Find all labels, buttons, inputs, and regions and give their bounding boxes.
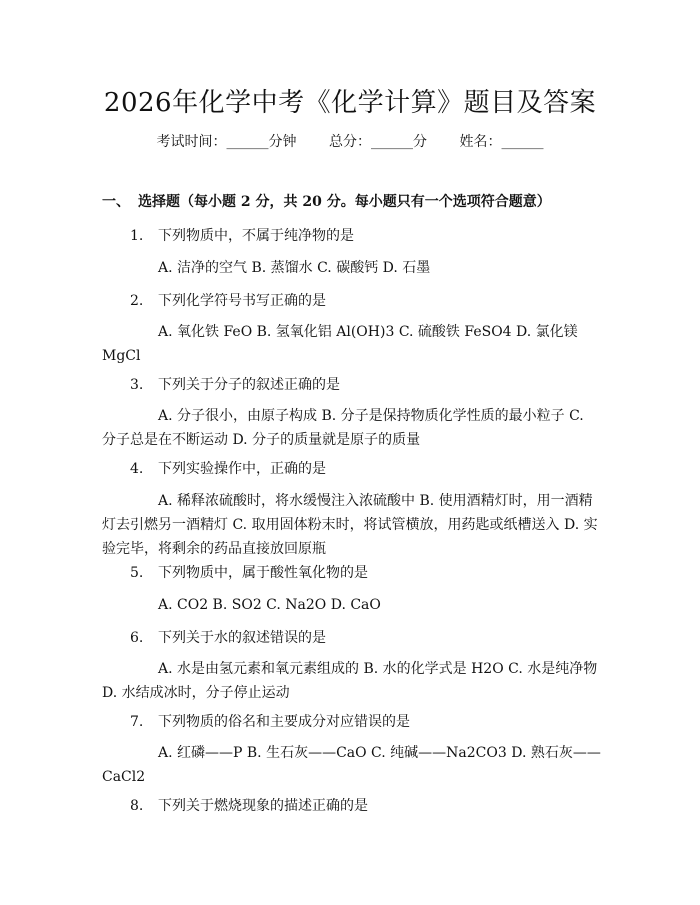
question-number: 7.	[130, 714, 144, 730]
question-text: 下列物质中，不属于纯净物的是	[158, 228, 354, 244]
question-stem	[102, 457, 602, 481]
question-options: A. 稀释浓硫酸时，将水缓慢注入浓硫酸中 B. 使用酒精灯时，用一酒精灯去引燃另一酒精灯 C. 取用固体粉末时，将试管横放，用药匙或纸槽送入 D. 实验完毕，将剩余的药品直接放回原瓶	[102, 493, 598, 557]
section-label: 选择题（每小题 2 分，共 20 分。每小题只有一个选项符合题意）	[138, 194, 551, 210]
question-number: 5.	[130, 565, 144, 581]
exam-score: 总分：______分	[329, 134, 427, 150]
exam-time: 考试时间：______分钟	[156, 134, 297, 150]
question-options: A. 氧化铁 FeO B. 氢氧化铝 Al(OH)3 C. 硫酸铁 FeSO4 D. 氯化镁 MgCl	[102, 324, 578, 364]
question-number: 8.	[130, 798, 144, 814]
question-text: 下列关于分子的叙述正确的是	[158, 377, 340, 393]
question-options-block	[102, 489, 602, 561]
question-text: 下列化学符号书写正确的是	[158, 293, 326, 309]
question-text: 下列物质的俗名和主要成分对应错误的是	[158, 714, 410, 730]
question-item	[102, 794, 602, 818]
question-item	[102, 626, 602, 650]
question-options: A. 红磷——P B. 生石灰——CaO C. 纯碱——Na2CO3 D. 熟石灰——CaCl2	[102, 745, 601, 785]
question-item	[102, 710, 602, 734]
question-text: 下列关于燃烧现象的描述正确的是	[158, 798, 368, 814]
question-options-block	[102, 657, 602, 705]
question-options-block	[102, 320, 602, 368]
question-stem	[102, 561, 602, 585]
question-item	[102, 373, 602, 397]
section-heading	[102, 191, 551, 211]
question-number: 2.	[130, 293, 144, 309]
question-options: A. 分子很小，由原子构成 B. 分子是保持物质化学性质的最小粒子 C. 分子总是在不断运动 D. 分子的质量就是原子的质量	[102, 408, 584, 448]
question-number: 4.	[130, 461, 144, 477]
page-title: 2026年化学中考《化学计算》题目及答案	[103, 88, 597, 118]
question-stem	[102, 626, 602, 650]
question-options: A. CO2 B. SO2 C. Na2O D. CaO	[158, 597, 381, 613]
question-number: 3.	[130, 377, 144, 393]
exam-meta	[0, 131, 700, 151]
question-options-block	[102, 256, 602, 280]
question-stem	[102, 224, 602, 248]
question-options-block	[102, 741, 602, 789]
question-number: 1.	[130, 228, 144, 244]
question-stem	[102, 289, 602, 313]
question-text: 下列关于水的叙述错误的是	[158, 630, 326, 646]
question-options-block	[102, 593, 602, 617]
question-item	[102, 561, 602, 585]
question-stem	[102, 794, 602, 818]
question-item	[102, 289, 602, 313]
question-options: A. 水是由氢元素和氧元素组成的 B. 水的化学式是 H2O C. 水是纯净物 D. 水结成冰时，分子停止运动	[102, 661, 598, 701]
section-number: 一、	[102, 194, 130, 210]
question-text: 下列物质中，属于酸性氧化物的是	[158, 565, 368, 581]
question-number: 6.	[130, 630, 144, 646]
question-stem	[102, 710, 602, 734]
student-name: 姓名：______	[459, 134, 544, 150]
question-text: 下列实验操作中，正确的是	[158, 461, 326, 477]
question-item	[102, 457, 602, 481]
question-options: A. 洁净的空气 B. 蒸馏水 C. 碳酸钙 D. 石墨	[158, 260, 431, 276]
question-item	[102, 224, 602, 248]
question-stem	[102, 373, 602, 397]
question-options-block	[102, 404, 602, 452]
